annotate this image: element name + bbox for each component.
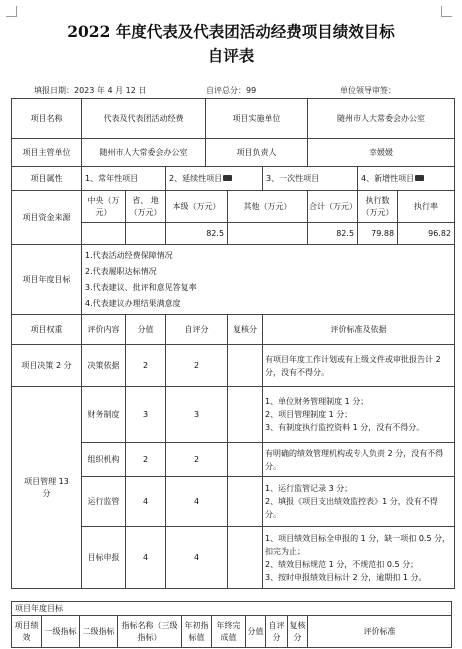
checkbox-icon xyxy=(415,175,424,181)
page-corner-mark xyxy=(6,6,17,17)
supervising-unit-row: 项目主管单位 随州市人大常委会办公室 项目负责人 幸媛媛 xyxy=(12,139,455,167)
total-score: 自评总分：99 xyxy=(206,86,257,95)
management-row: 目标申报 4 4 1、项目绩效目标全申报的 1 分，缺一项扣 0.5 分，扣完为止； 2、绩效目标规范 1 分，不规范扣 0.5 分； 3、按时申报绩效目标计 2 分，逾期扣 1 分。 xyxy=(12,527,455,589)
attr-option-checked: 4、新增性项目 xyxy=(358,167,455,191)
page-corner-mark xyxy=(441,6,452,17)
attr-option-checked: 2、延续性项目 xyxy=(166,167,263,191)
funding-header-row: 项目资金来源 中央（万元） 省、 地（万元） 本级（万元） 其他（万元） 合计（万元） 执行数（万元） 执行率 xyxy=(12,191,455,223)
decision-row: 项目决策 2 分 决策依据 2 2 有项目年度工作计划或有上级文件或审批报告计 2 分，没有不得分。 xyxy=(12,345,455,387)
attr-option: 3、一次性项目 xyxy=(263,167,358,191)
bottom-header-row: 项目绩效 一级指标 二级指标 指标名称（三级指标） 年初指标值 年终完成值 分值 自评分 复核分 评价标准 xyxy=(12,616,452,648)
attr-option: 1、常年性项目 xyxy=(82,167,166,191)
document-title: 2022 年度代表及代表团活动经费项目绩效目标 自评表 xyxy=(67,22,395,65)
funding-values-row: 82.5 82.5 79.88 96.82 xyxy=(12,223,455,245)
leader-review: 单位领导审签： xyxy=(340,86,396,95)
annual-goal-row: 项目年度目标 1.代表活动经费保障情况 2.代表履职达标情况 3.代表建议、批评和意见答复率 4.代表建议办理结果满意度 xyxy=(12,245,455,315)
annual-goal-list: 1.代表活动经费保障情况 2.代表履职达标情况 3.代表建议、批评和意见答复率 4.代表建议办理结果满意度 xyxy=(82,245,455,315)
management-row: 组织机构 2 2 有明确的绩效管理机构或专人负责 2 分，没有不得分。 xyxy=(12,443,455,477)
performance-indicator-table xyxy=(11,601,452,648)
bottom-goal-row: 项目年度目标 xyxy=(12,602,452,616)
checkbox-icon xyxy=(223,175,232,181)
management-row: 运行监管 4 4 1、运行监管记录 3 分； 2、填报《项目支出绩效监控表》1 分，没有不得分。 xyxy=(12,477,455,527)
management-row: 项目管理 13 分 财务制度 3 3 1、单位财务管理制度 1 分； 2、项目管理制度 1 分； 3、有制度执行监控资料 1 分，没有不得分。 xyxy=(12,387,455,443)
project-attribute-row: 项目属性 1、常年性项目 2、延续性项目 3、一次性项目 4、新增性项目 xyxy=(12,167,455,191)
fill-date: 填报日期：2023 年 4 月 12 日 xyxy=(34,86,147,95)
self-evaluation-table xyxy=(11,98,455,589)
project-name-row: 项目名称 代表及代表团活动经费 项目实施单位 随州市人大常委会办公室 xyxy=(12,99,455,139)
weight-header-row: 项目权重 评价内容 分值 自评分 复核分 评价标准及依据 xyxy=(12,315,455,345)
